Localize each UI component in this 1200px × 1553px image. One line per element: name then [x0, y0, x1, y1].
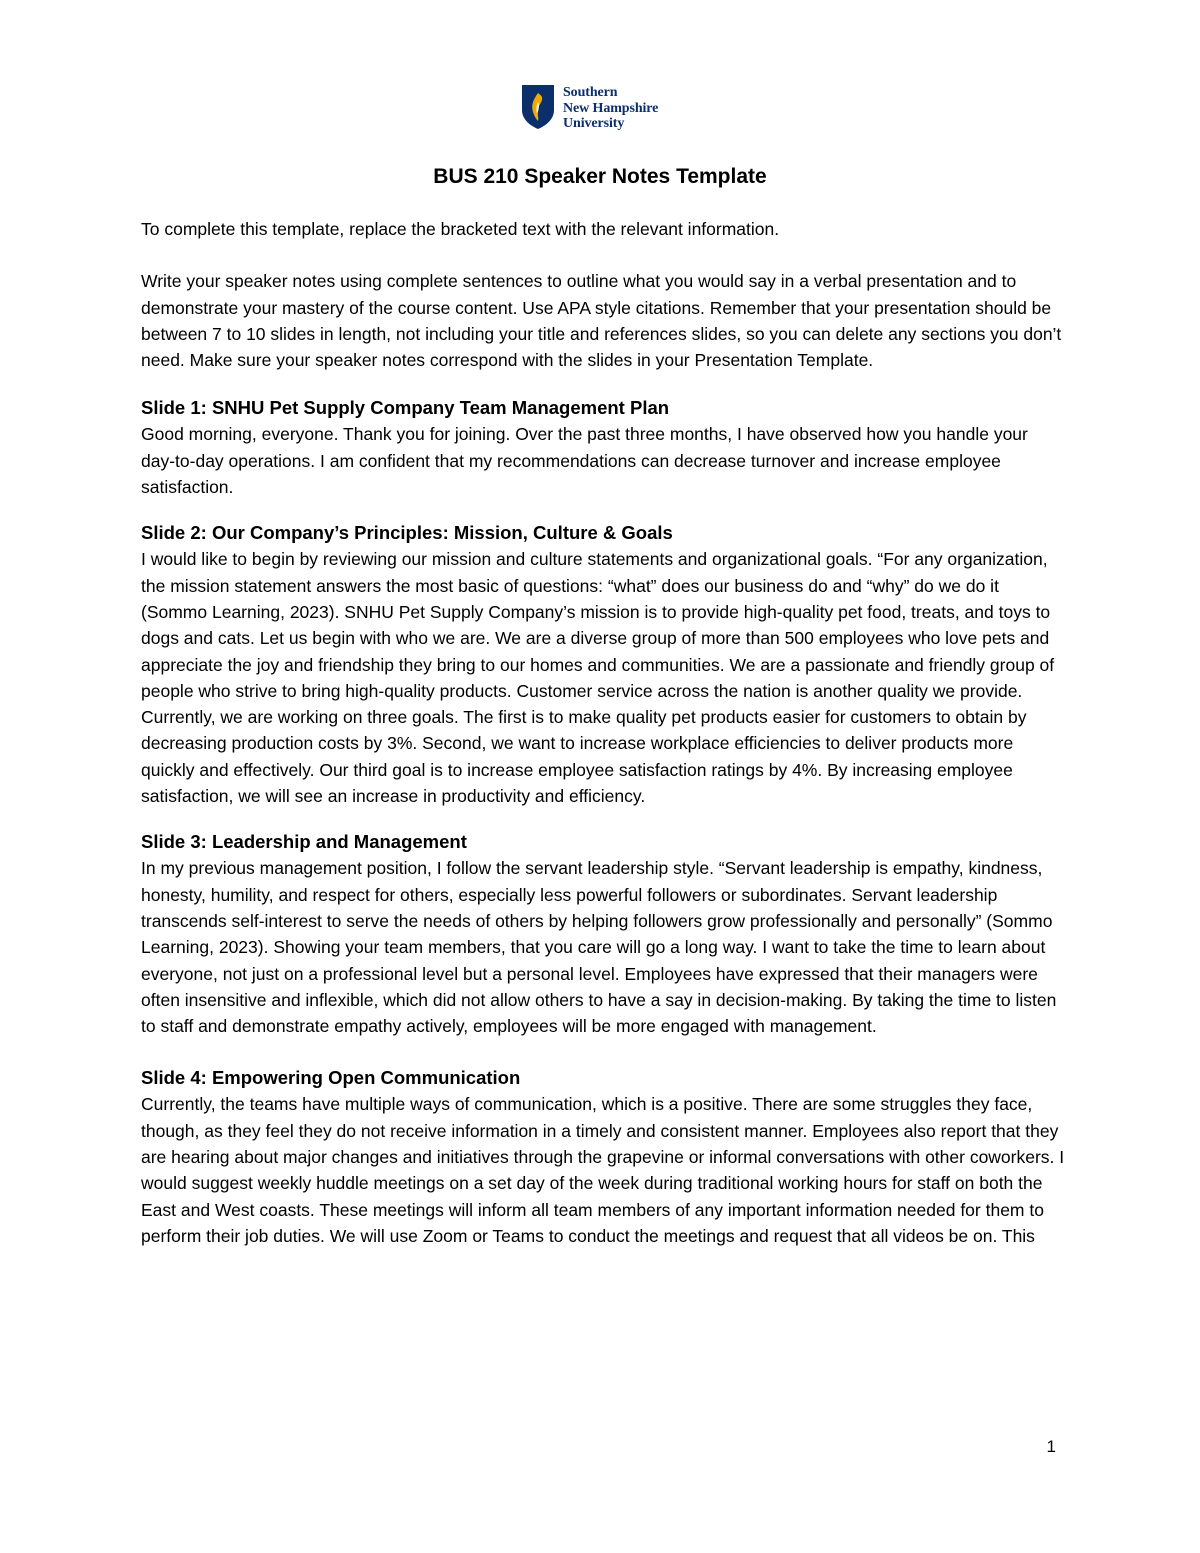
slide-section-2 — [141, 520, 1066, 809]
slide-heading: Slide 2: Our Company’s Principles: Mission, Culture & Goals — [141, 522, 673, 544]
slide-heading: Slide 1: SNHU Pet Supply Company Team Management Plan — [141, 397, 670, 419]
university-logo — [521, 84, 658, 132]
page-number: 1 — [1046, 1437, 1056, 1456]
slide-notes: In my previous management position, I follow the servant leadership style. “Servant leadership is empathy, kindness, honesty, humility, and respect for others, especially less powerful followers or subordinates. Servant leadership transcends self-interest to serve the needs of others by helping followers grow professionally and personally” (Sommo Learning, 2023). Showing your team members, that you care will go a long way. I want to take the time to learn about everyone, not just on a professional level but a personal level. Employees have expressed that their managers were often insensitive and inflexible, which did not allow others to have a say in decision-making. By taking the time to listen to staff and demonstrate empathy actively, employees will be more engaged with management. — [141, 858, 1057, 1037]
slide-notes: I would like to begin by reviewing our mission and culture statements and organizational goals. “For any organization, the mission statement answers the most basic of questions: “what” does our business do and “why” do we do it (Sommo Learning, 2023). SNHU Pet Supply Company’s mission is to provide high-quality pet food, treats, and toys to dogs and cats. Let us begin with who we are. We are a diverse group of more than 500 employees who love pets and appreciate the joy and friendship they bring to our homes and communities. We are a passionate and friendly group of people who strive to bring high-quality products. Customer service across the nation is another quality we provide. Currently, we are working on three goals. The first is to make quality pet products easier for customers to obtain by decreasing production costs by 3%. Second, we want to increase workplace efficiencies to deliver products more quickly and effectively. Our third goal is to increase employee satisfaction ratings by 4%. By increasing employee satisfaction, we will see an increase in productivity and efficiency. — [141, 549, 1055, 807]
slide-section-4 — [141, 1065, 1066, 1249]
shield-flame-icon — [521, 84, 555, 130]
logo-wordmark — [563, 85, 658, 132]
document-body — [141, 216, 1066, 1269]
slide-notes: Currently, the teams have multiple ways of communication, which is a positive. There are some struggles they face, though, as they feel they do not receive information in a timely and consistent manner. Employees also report that they are hearing about major changes and initiatives through the grapevine or informal conversations with other coworkers. I would suggest weekly huddle meetings on a set day of the week during traditional working hours for staff on both the East and West coasts. These meetings will inform all team members of any important information needed for them to perform their job duties. We will use Zoom or Teams to conduct the meetings and request that all videos be on. This — [141, 1094, 1065, 1246]
logo-line-3: University — [563, 116, 625, 131]
slide-heading: Slide 4: Empowering Open Communication — [141, 1067, 521, 1089]
logo-line-1: Southern — [563, 85, 618, 100]
logo-line-2: New Hampshire — [563, 100, 659, 116]
slide-section-1 — [141, 395, 1066, 500]
intro-paragraph-1: To complete this template, replace the bracketed text with the relevant information. — [141, 219, 780, 239]
document-title: BUS 210 Speaker Notes Template — [433, 165, 767, 188]
slide-section-3 — [141, 829, 1066, 1039]
slide-notes: Good morning, everyone. Thank you for joining. Over the past three months, I have observed how you handle your day-to-day operations. I am confident that my recommendations can decrease turnover and increase employee satisfaction. — [141, 424, 1028, 498]
intro-paragraph-2: Write your speaker notes using complete sentences to outline what you would say in a verbal presentation and to demonstrate your mastery of the course content. Use APA style citations. Remember that your presentation should be between 7 to 10 slides in length, not including your title and references slides, so you can delete any sections you don’t need. Make sure your speaker notes correspond with the slides in your Presentation Template. — [141, 271, 1062, 371]
slide-heading: Slide 3: Leadership and Management — [141, 831, 467, 853]
